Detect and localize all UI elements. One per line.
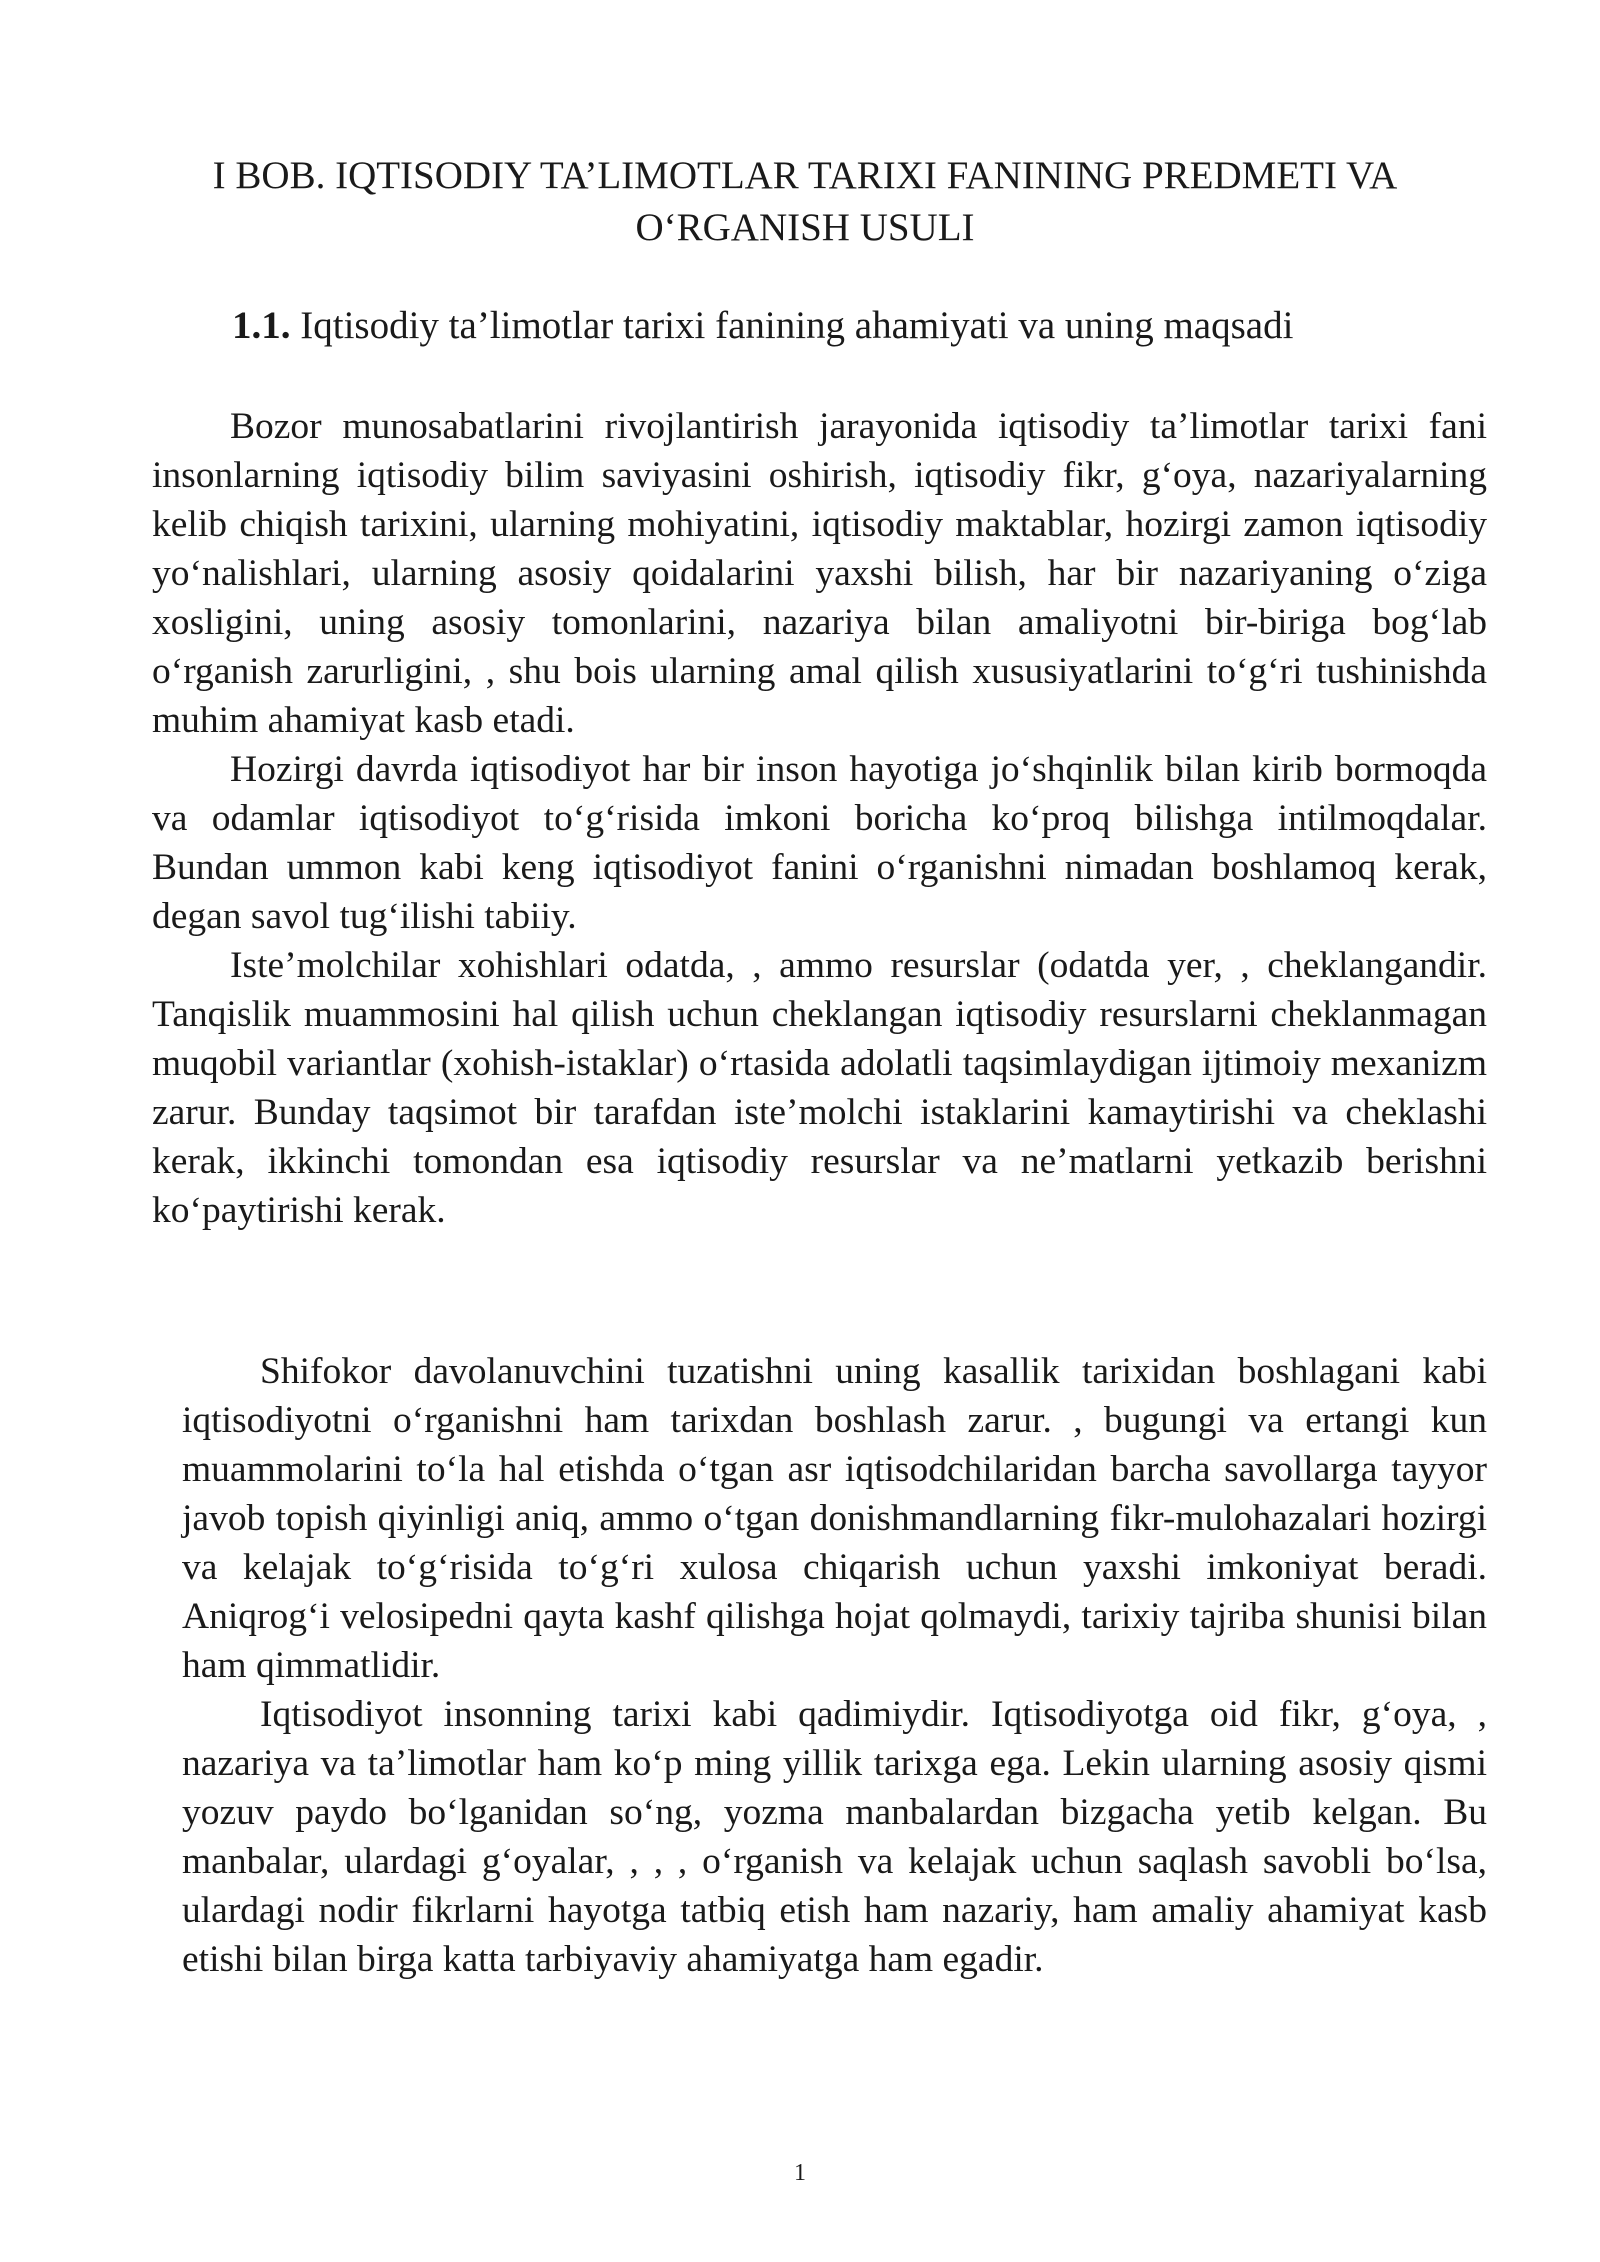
paragraph-2: Hozirgi davrda iqtisodiyot har bir inson hayotiga jo‘shqinlik bilan kirib bormoqda va odamlar iqtisodiyot to‘g‘risida imkoni boricha ko‘proq bilishga intilmoqdalar. Bundan ummon kabi keng iqtisodiyot fanini o‘rganishni nimadan boshlamoq kerak, degan savol tug‘ilishi tabiiy. <box>152 749 1487 937</box>
paragraph-4: Shifokor davolanuvchini tuzatishni uning kasallik tarixidan boshlagani kabi iqtisodiyotni o‘rganishni ham tarixdan boshlash zarur. , bugungi va ertangi kun muammolarini to‘la hal etishda o‘tgan asr iqtisodchilaridan barcha savollarga tayyor javob topish qiyinligi aniq, ammo o‘tgan donishmandlarning fikr-mulohazalari hozirgi va kelajak to‘g‘risida to‘g‘ri xulosa chiqarish uchun yaxshi imkoniyat beradi. Aniqrog‘i velosipedni qayta kashf qilishga hojat qolmaydi, tarixiy tajriba shunisi bilan ham qimmatlidir. <box>182 1351 1487 1686</box>
body-text-block-2 <box>182 1347 1487 1984</box>
chapter-title: I BOB. IQTISODIY TA’LIMOTLAR TARIXI FANINING PREDMETI VA O‘RGANISH USULI <box>212 154 1398 249</box>
page-number: 1 <box>794 2160 806 2186</box>
section-number: 1.1. <box>232 304 291 347</box>
paragraph-1: Bozor munosabatlarini rivojlantirish jarayonida iqtisodiy ta’limotlar tarixi fani insonlarning iqtisodiy bilim saviyasini oshirish, iqtisodiy fikr, g‘oya, nazariyalarning kelib chiqish tarixini, ularning mohiyatini, iqtisodiy maktablar, hozirgi zamon iqtisodiy yo‘nalishlari, ularning asosiy qoidalarini yaxshi bilish, har bir nazariyaning o‘ziga xosligini, uning asosiy tomonlarini, nazariya bilan amaliyotni bir-biriga bog‘lab o‘rganish zarurligini, , shu bois ularning amal qilish xususiyatlarini to‘g‘ri tushinishda muhim ahamiyat kasb etadi. <box>152 406 1487 741</box>
section-title: Iqtisodiy ta’limotlar tarixi fanining ahamiyati va uning maqsadi <box>300 304 1294 347</box>
body-text-block-1 <box>152 402 1487 1235</box>
paragraph-5: Iqtisodiyot insonning tarixi kabi qadimiydir. Iqtisodiyotga oid fikr, g‘oya, , nazariya va ta’limotlar ham ko‘p ming yillik tarixga ega. Lekin ularning asosiy qismi yozuv paydo bo‘lganidan so‘ng, yozma manbalardan bizgacha yetib kelgan. Bu manbalar, ulardagi g‘oyalar, , , , o‘rganish va kelajak uchun saqlash savobli bo‘lsa, ulardagi nodir fikrlarni hayotga tatbiq etish ham nazariy, ham amaliy ahamiyat kasb etishi bilan birga katta tarbiyaviy ahamiyatga ham egadir. <box>182 1694 1487 1980</box>
section-heading <box>232 300 1492 352</box>
paragraph-3: Iste’molchilar xohishlari odatda, , ammo resurslar (odatda yer, , cheklangandir. Tanqislik muammosini hal qilish uchun cheklangan iqtisodiy resurslarni cheklanmagan muqobil variantlar (xohish-istaklar) o‘rtasida adolatli taqsimlaydigan ijtimoiy mexanizm zarur. Bunday taqsimot bir tarafdan iste’molchi istaklarini kamaytirishi va cheklashi kerak, ikkinchi tomondan esa iqtisodiy resurslar va ne’matlarni yetkazib berishni ko‘paytirishi kerak. <box>152 945 1487 1231</box>
